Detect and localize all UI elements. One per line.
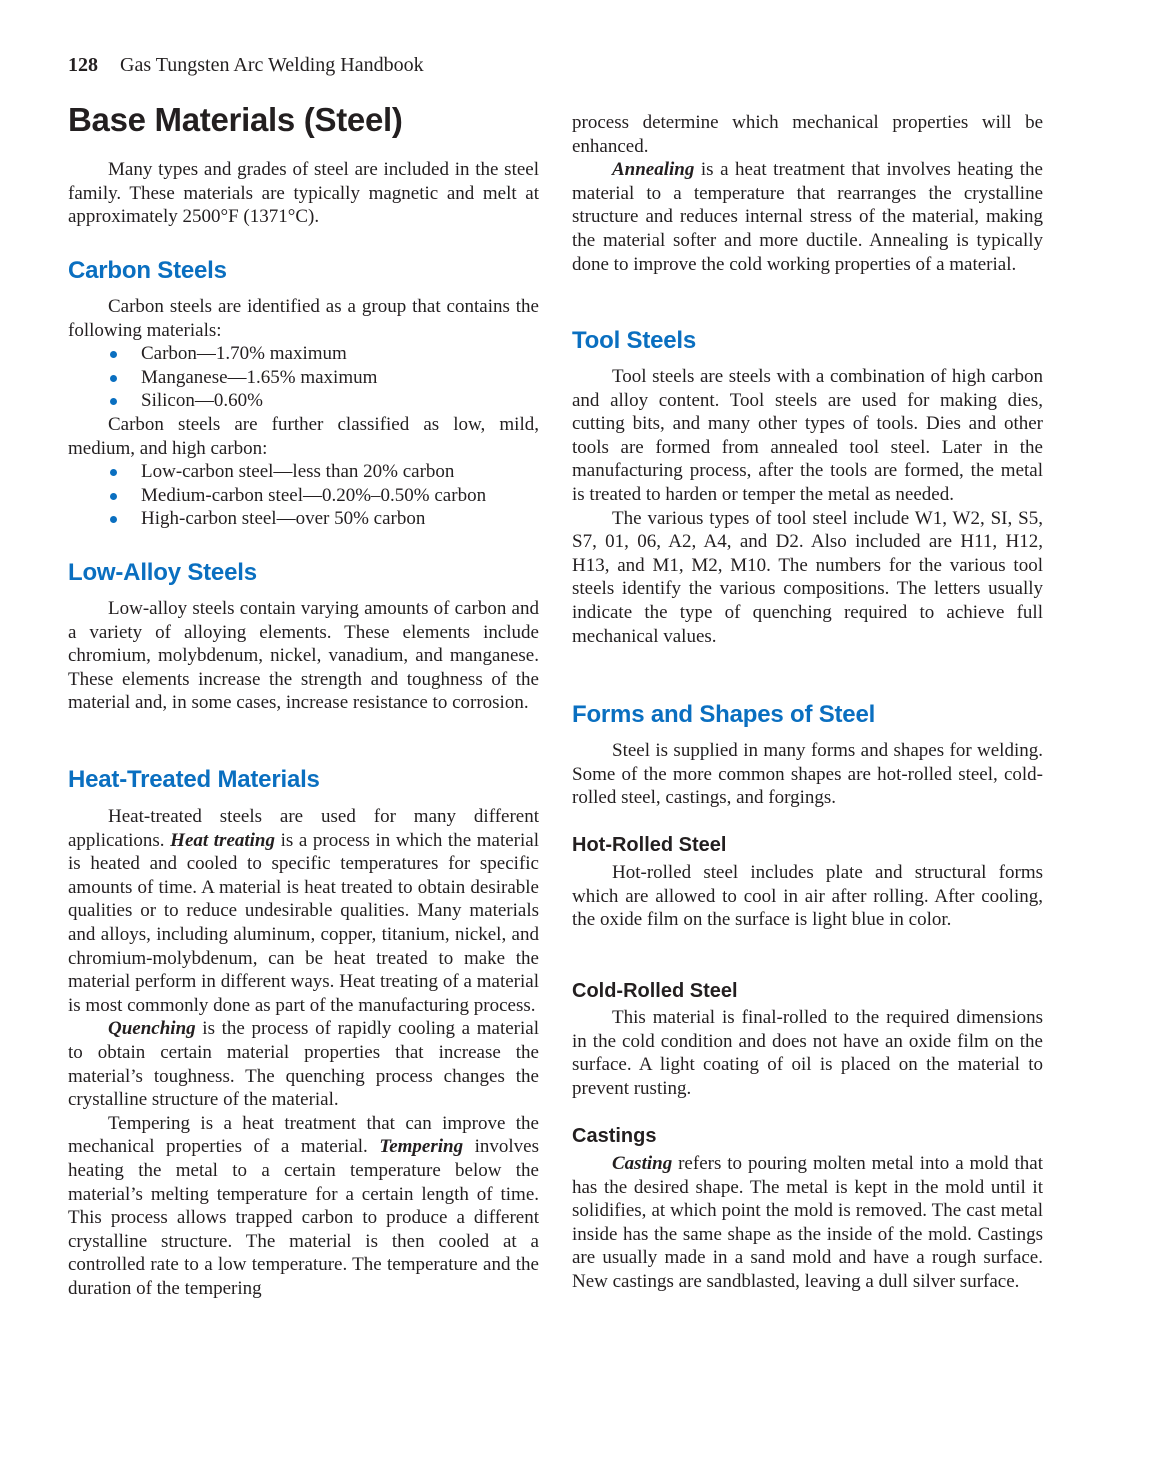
tool-steels-para-2: The various types of tool steel include W1, W2, SI, S5, S7, 01, 06, A2, A4, and D2. Also included are H11, H12, H13, and M1, M2, M10. The numbers for the various tool steels identify the various compositions. The letters usually indicate the type of quenching required to achieve full mechanical values.	[572, 507, 1043, 647]
tool-steels-para-1: Tool steels are steels with a combination of high carbon and alloy content. Tool steels are used for making dies, cutting bits, and many other types of tools. Dies and other tools are formed from annealed tool steel. Later in the manufacturing process, after the tools are formed, the metal is treated to harden or temper the metal as needed.	[572, 366, 1043, 505]
quenching-paragraph: Quenching is the process of rapidly cooling a material to obtain certain material properties that increase the material’s toughness. The quenching process changes the crystalline structure of the material.	[68, 1018, 539, 1111]
heat-treated-para-1: Heat-treated steels are used for many different applications. Heat treating is a process in which the material is heated and cooled to specific temperatures for specific amounts of time. A material is heat treated to obtain desirable qualities or to reduce undesirable qualities. Many materials and alloys, including aluminum, copper, titanium, nickel, and chromium-molybdenum, can be heat treated to make the material perform in different ways. Heat treating of a material is most commonly done as part of the manufacturing process.	[68, 806, 539, 1016]
intro-paragraph: Many types and grades of steel are included in the steel family. These materials are typically magnetic and melt at approximately 2500°F (1371°C).	[68, 159, 539, 228]
list-item: Manganese—1.65% maximum	[68, 366, 539, 390]
heading-cold-rolled: Cold-Rolled Steel	[572, 980, 738, 1002]
book-title: Gas Tungsten Arc Welding Handbook	[120, 54, 424, 76]
forms-shapes-paragraph: Steel is supplied in many forms and shapes for welding. Some of the more common shapes are hot-rolled steel, cold-rolled steel, castings, and forgings.	[572, 740, 1043, 809]
list-item: High-carbon steel—over 50% carbon	[68, 507, 539, 531]
bullet-icon	[110, 351, 117, 358]
bullet-icon	[110, 375, 117, 382]
list-item: Silicon—0.60%	[68, 389, 539, 413]
list-item: Carbon—1.70% maximum	[68, 342, 539, 366]
heading-carbon-steels: Carbon Steels	[68, 257, 227, 284]
castings-paragraph: Casting refers to pouring molten metal into a mold that has the desired shape. The metal is kept in the mold until it solidifies, at which point the mold is removed. The cast metal inside has the same shape as the inside of the mold. Castings are usually made in a sand mold and have a rough surface. New castings are sandblasted, leaving a dull silver surface.	[572, 1153, 1043, 1292]
carbon-class-list	[68, 460, 539, 531]
heading-castings: Castings	[572, 1125, 657, 1147]
heading-low-alloy-steels: Low-Alloy Steels	[68, 559, 257, 586]
carbon-para-1: Carbon steels are identified as a group that contains the following materials:	[68, 296, 539, 341]
heading-tool-steels: Tool Steels	[572, 327, 697, 354]
heat-treated-section	[68, 805, 539, 1300]
tool-steels-section	[572, 365, 1043, 648]
carbon-steels-section	[68, 295, 539, 531]
tempering-paragraph: Tempering is a heat treatment that can improve the mechanical properties of a material. Tempering involves heating the metal to a certain temperature below the material’s melting temperature for a certain length of time. This process allows trapped carbon to produce a different crystalline structure. The material is then cooled at a controlled rate to a low temperature. The temperature and the duration of the tempering	[68, 1112, 539, 1299]
low-alloy-paragraph: Low-alloy steels contain varying amounts of carbon and a variety of alloying elements. These elements include chromium, molybdenum, nickel, vanadium, and manganese. These elements increase the strength and toughness of the material and, in some cases, increase resistance to corrosion.	[68, 598, 539, 714]
running-head	[68, 54, 424, 77]
heading-forms-shapes: Forms and Shapes of Steel	[572, 701, 876, 728]
page-title: Base Materials (Steel)	[68, 101, 403, 138]
carbon-composition-list	[68, 342, 539, 413]
term-casting: Casting	[612, 1153, 673, 1174]
term-heat-treating: Heat treating	[170, 829, 275, 851]
bullet-icon	[110, 398, 117, 405]
carbon-para-2: Carbon steels are further classified as low, mild, medium, and high carbon:	[68, 413, 539, 459]
page-number: 128	[68, 54, 98, 76]
term-quenching: Quenching	[108, 1018, 196, 1040]
hot-rolled-paragraph: Hot-rolled steel includes plate and structural forms which are allowed to cool in air after rolling. After cooling, the oxide film on the surface is light blue in color.	[572, 862, 1043, 931]
list-item: Medium-carbon steel—0.20%–0.50% carbon	[68, 484, 539, 508]
term-tempering: Tempering	[379, 1136, 464, 1158]
list-item: Low-carbon steel—less than 20% carbon	[68, 460, 539, 484]
bullet-icon	[110, 516, 117, 523]
heat-treated-continued	[572, 111, 1043, 276]
bullet-icon	[110, 493, 117, 500]
annealing-paragraph: Annealing is a heat treatment that involves heating the material to a temperature that rearranges the crystalline structure and reduces internal stress of the material, making the material softer and more ductile. Annealing is typically done to improve the cold working properties of a material.	[572, 159, 1043, 275]
heading-heat-treated: Heat-Treated Materials	[68, 766, 320, 793]
term-annealing: Annealing	[612, 159, 695, 181]
cold-rolled-paragraph: This material is final-rolled to the required dimensions in the cold condition and does not have an oxide film on the surface. A light coating of oil is placed on the material to prevent rusting.	[572, 1007, 1043, 1099]
heading-hot-rolled: Hot-Rolled Steel	[572, 834, 727, 856]
bullet-icon	[110, 469, 117, 476]
tempering-continued: process determine which mechanical properties will be enhanced.	[572, 112, 1043, 157]
